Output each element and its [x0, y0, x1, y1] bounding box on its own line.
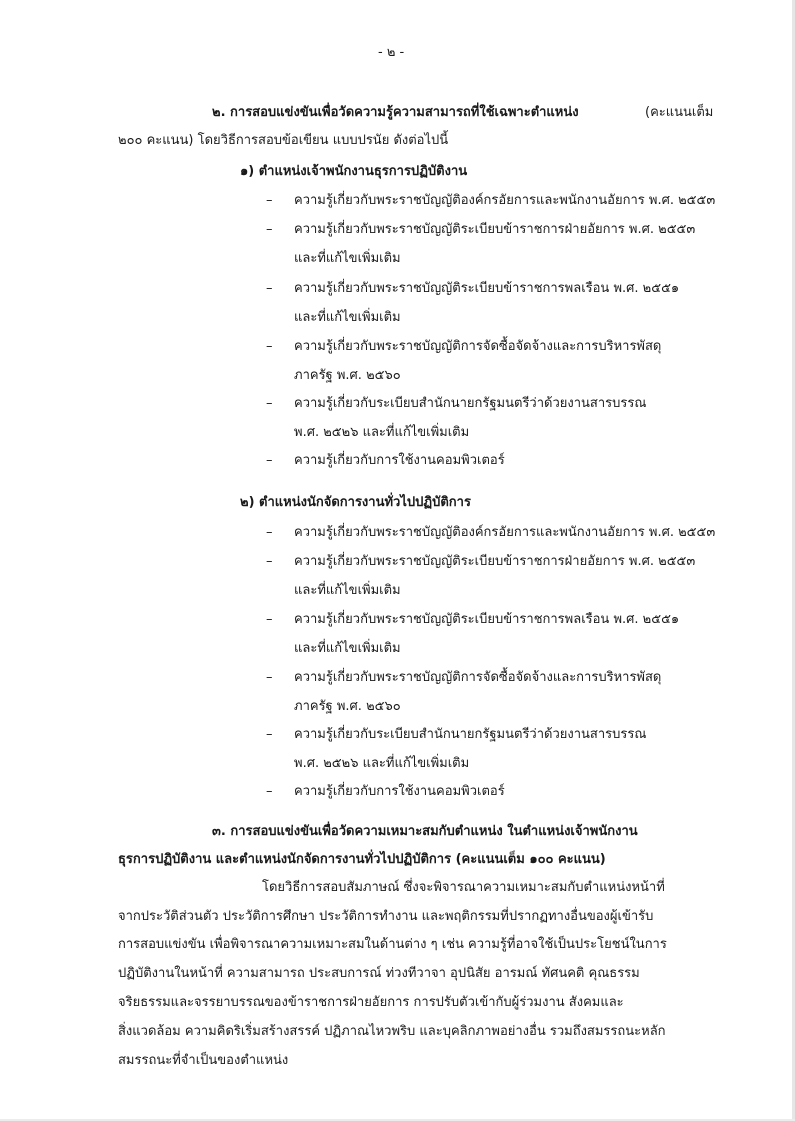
- section3-heading-line2: ธุรการปฏิบัติงาน และตำแหน่งนักจัดการงานทั่วไปปฏิบัติการ (คะแนนเต็ม ๑๐๐ คะแนน): [118, 852, 606, 867]
- section2-line2: ๒๐๐ คะแนน) โดยวิธีการสอบข้อเขียน แบบปรนัย ดังต่อไปนี้: [118, 133, 449, 148]
- page-number: - ๒ -: [378, 45, 405, 60]
- paragraph-line: จากประวัติส่วนตัว ประวัติการศึกษา ประวัติการทำงาน และพฤติกรรมที่ปรากฏทางอื่นของผู้เข้ารับ: [118, 909, 654, 924]
- list-item-line2: และที่แก้ไขเพิ่มเติม: [294, 583, 401, 598]
- list-item-line2: และที่แก้ไขเพิ่มเติม: [294, 310, 401, 325]
- list-item-line1: ความรู้เกี่ยวกับพระราชบัญญัติองค์กรอัยการและพนักงานอัยการ พ.ศ. ๒๕๕๓: [294, 193, 716, 208]
- list-item-line1: ความรู้เกี่ยวกับระเบียบสำนักนายกรัฐมนตรีว่าด้วยงานสารบรรณ: [294, 727, 647, 742]
- list-item-line2: ภาครัฐ พ.ศ. ๒๕๖๐: [294, 368, 401, 383]
- list-item-line1: ความรู้เกี่ยวกับพระราชบัญญัติระเบียบข้าราชการฝ่ายอัยการ พ.ศ. ๒๕๕๓: [294, 222, 696, 237]
- list-item-line1: ความรู้เกี่ยวกับพระราชบัญญัติองค์กรอัยการและพนักงานอัยการ พ.ศ. ๒๕๕๓: [294, 525, 716, 540]
- list-item-line1: ความรู้เกี่ยวกับการใช้งานคอมพิวเตอร์: [294, 784, 505, 799]
- list-item-line2: พ.ศ. ๒๕๒๖ และที่แก้ไขเพิ่มเติม: [294, 756, 470, 771]
- bullet-dash: –: [266, 339, 273, 354]
- bullet-dash: –: [266, 727, 273, 742]
- bullet-dash: –: [266, 525, 273, 540]
- list-item-line1: ความรู้เกี่ยวกับพระราชบัญญัติระเบียบข้าราชการฝ่ายอัยการ พ.ศ. ๒๕๕๓: [294, 554, 696, 569]
- paragraph-line: โดยวิธีการสอบสัมภาษณ์ ซึ่งจะพิจารณาความเหมาะสมกับตำแหน่งหน้าที่: [262, 880, 665, 895]
- list-item-line1: ความรู้เกี่ยวกับพระราชบัญญัติระเบียบข้าราชการพลเรือน พ.ศ. ๒๕๕๑: [294, 281, 680, 296]
- list-item-line2: ภาครัฐ พ.ศ. ๒๕๖๐: [294, 699, 401, 714]
- paragraph-line: ปฏิบัติงานในหน้าที่ ความสามารถ ประสบการณ์ ท่วงทีวาจา อุปนิสัย อารมณ์ ทัศนคติ คุณธรรม: [118, 966, 640, 981]
- bullet-dash: –: [266, 453, 273, 468]
- list-item-line1: ความรู้เกี่ยวกับการใช้งานคอมพิวเตอร์: [294, 453, 505, 468]
- paragraph-line: การสอบแข่งขัน เพื่อพิจารณาความเหมาะสมในด้านต่าง ๆ เช่น ความรู้ที่อาจใช้เป็นประโยชน์ในการ: [118, 937, 667, 952]
- section2-heading: ๒. การสอบแข่งขันเพื่อวัดความรู้ความสามารถที่ใช้เฉพาะตำแหน่ง: [212, 105, 579, 120]
- section3-heading-line1: ๓. การสอบแข่งขันเพื่อวัดความเหมาะสมกับตำแหน่ง ในตำแหน่งเจ้าพนักงาน: [212, 824, 638, 839]
- paragraph-line: สิ่งแวดล้อม ความคิดริเริ่มสร้างสรรค์ ปฏิภาณไหวพริบ และบุคลิกภาพอย่างอื่น รวมถึงสมรรถนะหลัก: [118, 1024, 666, 1039]
- bullet-dash: –: [266, 784, 273, 799]
- list-item-line1: ความรู้เกี่ยวกับระเบียบสำนักนายกรัฐมนตรีว่าด้วยงานสารบรรณ: [294, 396, 647, 411]
- list-item-line2: พ.ศ. ๒๕๒๖ และที่แก้ไขเพิ่มเติม: [294, 425, 470, 440]
- bullet-dash: –: [266, 670, 273, 685]
- bullet-dash: –: [266, 222, 273, 237]
- paragraph-line: จริยธรรมและจรรยาบรรณของข้าราชการฝ่ายอัยการ การปรับตัวเข้ากับผู้ร่วมงาน สังคมและ: [118, 995, 624, 1010]
- list-item-line1: ความรู้เกี่ยวกับพระราชบัญญัติระเบียบข้าราชการพลเรือน พ.ศ. ๒๕๕๑: [294, 612, 680, 627]
- bullet-dash: –: [266, 554, 273, 569]
- position2-title: ๒) ตำแหน่งนักจัดการงานทั่วไปปฏิบัติการ: [240, 495, 471, 510]
- bullet-dash: –: [266, 281, 273, 296]
- list-item-line1: ความรู้เกี่ยวกับพระราชบัญญัติการจัดซื้อจัดจ้างและการบริหารพัสดุ: [294, 670, 662, 685]
- section2-heading-suffix: (คะแนนเต็ม: [645, 105, 714, 120]
- bullet-dash: –: [266, 612, 273, 627]
- paragraph-line: สมรรถนะที่จำเป็นของตำแหน่ง: [118, 1053, 289, 1068]
- list-item-line2: และที่แก้ไขเพิ่มเติม: [294, 251, 401, 266]
- list-item-line1: ความรู้เกี่ยวกับพระราชบัญญัติการจัดซื้อจัดจ้างและการบริหารพัสดุ: [294, 339, 662, 354]
- bullet-dash: –: [266, 396, 273, 411]
- position1-title: ๑) ตำแหน่งเจ้าพนักงานธุรการปฏิบัติงาน: [240, 164, 468, 179]
- bullet-dash: –: [266, 193, 273, 208]
- list-item-line2: และที่แก้ไขเพิ่มเติม: [294, 641, 401, 656]
